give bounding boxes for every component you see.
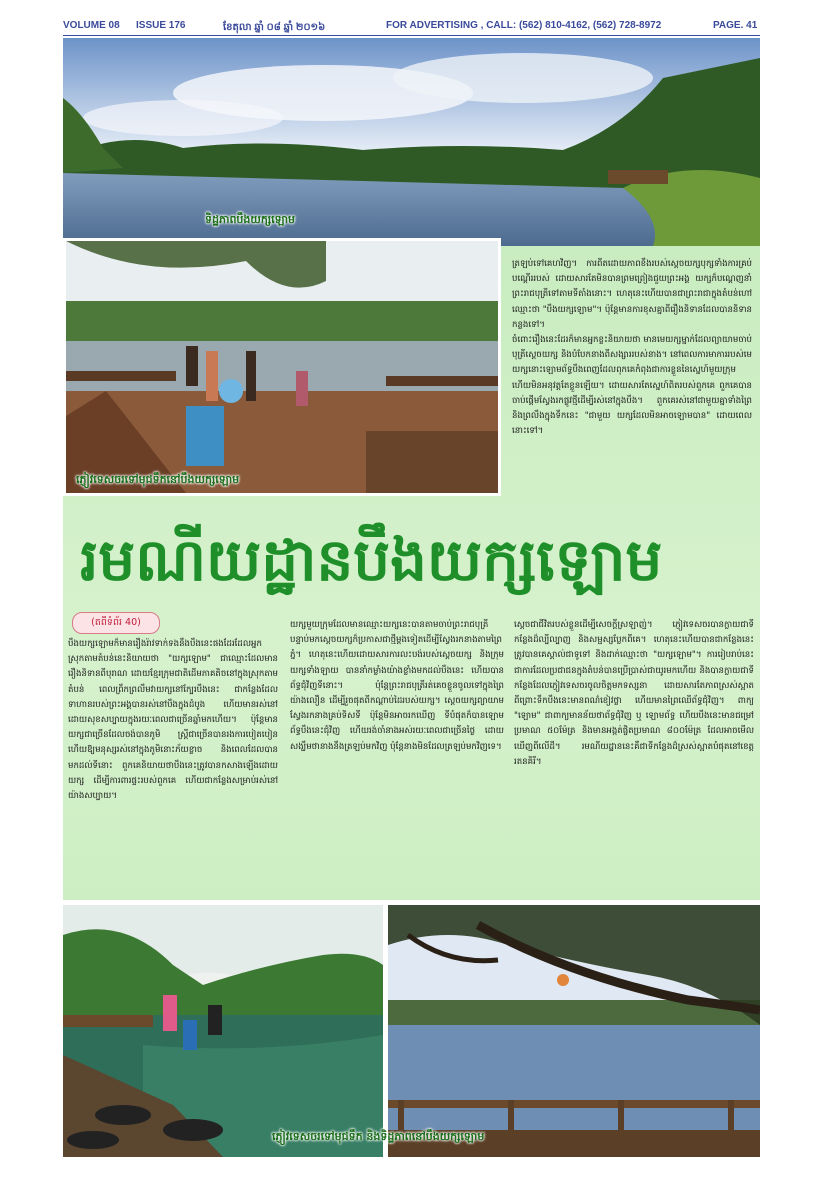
article-column-2: យក្សមួយក្រុមដែលមានឈ្មោះយក្សនេះបានតាមចាប់ព្រះរាជបុត្រី បន្ទាប់មកស្តេចយក្សក៏ប្រកាសជាថ្មីម្តងទៀតដើម្បីស្វែងរកនាងតាមព្រៃភ្នំ។ ហេតុនេះហើយដោយសារការលះបង់របស់ស្តេចយក្ស និងក្រុមយក្សទាំងឡាយ បាននាំកម្លាំងយ៉ាងខ្លាំងមកដល់បឹងនេះ ហើយបានព័ទ្ធជុំវិញទីនោះ។ ប៉ុន្តែព្រះរាជបុត្រីរត់គេចខ្លួនចូលទៅក្នុងព្រៃយ៉ាងលឿន ដើម្បីរួចផុតពីកណ្តាប់ដៃរបស់យក្ស។ ស្តេចយក្សព្យាយាមស្វែងរកនាងគ្រប់ទិសទី ប៉ុន្តែមិនអាចរកឃើញ ទីបំផុតក៏បានឡោមព័ទ្ធបឹងនេះជុំវិញ ហើយរង់ចាំនាងអស់រយៈពេលជាច្រើនថ្ងៃ ដោយសង្ឃឹមថានាងនឹងត្រឡប់មកវិញ ប៉ុន្តែនាងមិនដែលត្រឡប់មកវិញទេ។ <box>290 620 504 752</box>
article-column-1: បឹងយក្សឡោមក៏មានរឿងរ៉ាវទាក់ទងនឹងបឹងនេះផងដែរដែលអ្នកស្រុកតាមតំបន់នេះនិយាយថា "យក្សឡោម" ជាឈ្មោះដែលមានរឿងនិទានពីបុរាណ ដោយខ្មែរក្រុមជាតិដើមភាគតិចនៅក្នុងស្រុកតាមតំបន់ ពេលព្រឹកព្រលឹមវាយក្សនៅក្បែរបឹងនេះ ជាកន្លែងដែលទាហានរបស់ព្រះអង្គបានរស់នៅបឹងក្នុងដំបូង ហើយមានរស់នៅដោយសុខសប្បាយក្នុងរយៈពេលជាច្រើនឆ្នាំមកហើយ។ ប៉ុន្តែមានយក្សជាច្រើនដែលចង់បានភូមិ ស្ត្រីជាច្រើនបានរងការបៀតបៀន ហើយឱ្យមនុស្សរស់នៅក្នុងភូមិនោះភ័យខ្លាច និងពេលដែលបានមកដល់ទីនោះ ពួកគេនិយាយថាបឹងនេះត្រូវបានកសាងឡើងដោយយក្ស ដើម្បីការពារផ្ទះរបស់ពួកគេ ហើយជាកន្លែងសម្រាប់រស់នៅយ៉ាងសប្បាយ។ <box>68 639 278 802</box>
intro-paragraph: ត្រឡប់ទៅគេហវិញ។ ការពីតដោយភាពខឹងរបស់ស្តេចយក្សបុក្សទាំងការគ្រប់បណ្តើររបស់ ដោយសារតែមិនបានព្រមព្រៀងជួយព្រះអង្គ យក្សក៏បណ្តេញនាំព្រះរាជបុត្រីទៅតាមទីតាំងនោះ។ ហេតុនេះហើយបានជាព្រះរាជាក្នុងតំបន់ហៅឈ្មោះថា "បឹងយក្សឡោម"។ ប៉ុន្តែមានការខុសគ្នាពីរឿងនិទានដែលបាននិទានកន្លងទៅ។ ចំពោះរឿងនេះដែរក៏មានអ្នកខ្លះនិយាយថា មានមេយក្សម្នាក់ដែលព្យាយាមចាប់បុត្រីស្តេចយក្ស និងបំបែកនាងពីសង្សាររបស់នាង។ នៅពេលការមាការរបស់មេយក្សនោះឡោមព័ទ្ធបឹងពេញដែលពុកគេកំពុងជាការខ្លួននៃស្នេហ៍មួយក្រុម ហើយមិនអនុវត្តតែខ្លួនឡើយ។ ដោយសារតែស្នេហ៍ពិតរបស់ពួកគេ ពួកគេបានចាប់ផ្តើមស្វែងរកផ្លូវថ្មីដើម្បីរស់នៅក្នុងបឹង។ ពួកគេរស់នៅជាមួយគ្នាទាំងព្រៃ និងព្រលឹងក្នុងទឹកនេះ "ជាមួយ យក្សដែលមិនអាចឡោមបាន" ដោយពេលនោះទៅ។ <box>512 259 752 437</box>
issue-label: ISSUE 176 <box>136 20 186 31</box>
jumping-swimmers-photo <box>63 905 383 1157</box>
continued-from-badge: (តពីទំព័រ 40) <box>72 612 160 634</box>
lake-tree-view-photo <box>388 905 760 1157</box>
issue-date: ខែតុលា ឆ្នាំ ០៨ ឆ្នាំ ២០១៦ <box>223 22 326 33</box>
page-header <box>63 16 760 36</box>
page-number: PAGE. 41 <box>713 20 758 31</box>
header-divider <box>63 35 760 36</box>
lake-photo-caption: ទិដ្ឋភាពបឹងយក្សឡោម <box>205 213 296 226</box>
article-headline: រមណីយដ្ឋានបឹងយក្សឡោម <box>80 526 663 594</box>
deck-photo-caption: ភ្ញៀវទេសចរទៅមុជទឹកនៅបឹងយក្សឡោម <box>76 473 240 486</box>
deck-swimmers-photo <box>63 238 501 496</box>
article-column-3: ស្តេចជាជីវិតរបស់ខ្លួនដើម្បីសេចក្តីស្រឡាញ់។ ភ្ញៀវទេសចរបានក្លាយជាទីកន្លែងដ៏ល្បីល្បាញ និងសម្ផស្សប្លែកពីគេ។ ហេតុនេះហើយបានជាកន្លែងនេះត្រូវបានគេស្គាល់ជាទូទៅ និងដាក់ឈ្មោះថា "យក្សឡោម"។ ការរៀបរាប់នេះជាការដែលប្រជាជនក្នុងតំបន់បានប្រើប្រាស់ជាយូរមកហើយ និងបានក្លាយជាទីកន្លែងដែលភ្ញៀវទេសចរចូលចិត្តមកទស្សនា ដោយសារតែភាពស្រស់ស្អាត ពីព្រោះទឹកបឹងនេះមានពណ៌ខៀវថ្លា ហើយមានព្រៃឈើព័ទ្ធជុំវិញ។ ពាក្យ "ឡោម" ជាពាក្យមានន័យថាព័ទ្ធជុំវិញ ឬ ឡោមព័ទ្ធ ហើយបឹងនេះមានជម្រៅប្រមាណ ៥០ម៉ែត្រ និងមានអង្កត់ផ្ចិតប្រមាណ ៨០០ម៉ែត្រ ដែលអាចមើលឃើញពីលើដី។ រមណីយដ្ឋាននេះគឺជាទីកន្លែងដ៏ស្រស់ស្អាតបំផុតនៅខេត្តរតនគិរី។ <box>514 620 754 767</box>
volume-label: VOLUME 08 <box>63 20 120 31</box>
advertising-contact: FOR ADVERTISING , CALL: (562) 810-4162, (562) 728-8972 <box>386 20 662 31</box>
lake-panorama-photo <box>63 38 760 246</box>
bottom-photos-caption: ភ្ញៀវទេសចរទៅមុជទឹក និងទិដ្ឋភាពនៅបឹងយក្សឡោម <box>272 1130 485 1143</box>
